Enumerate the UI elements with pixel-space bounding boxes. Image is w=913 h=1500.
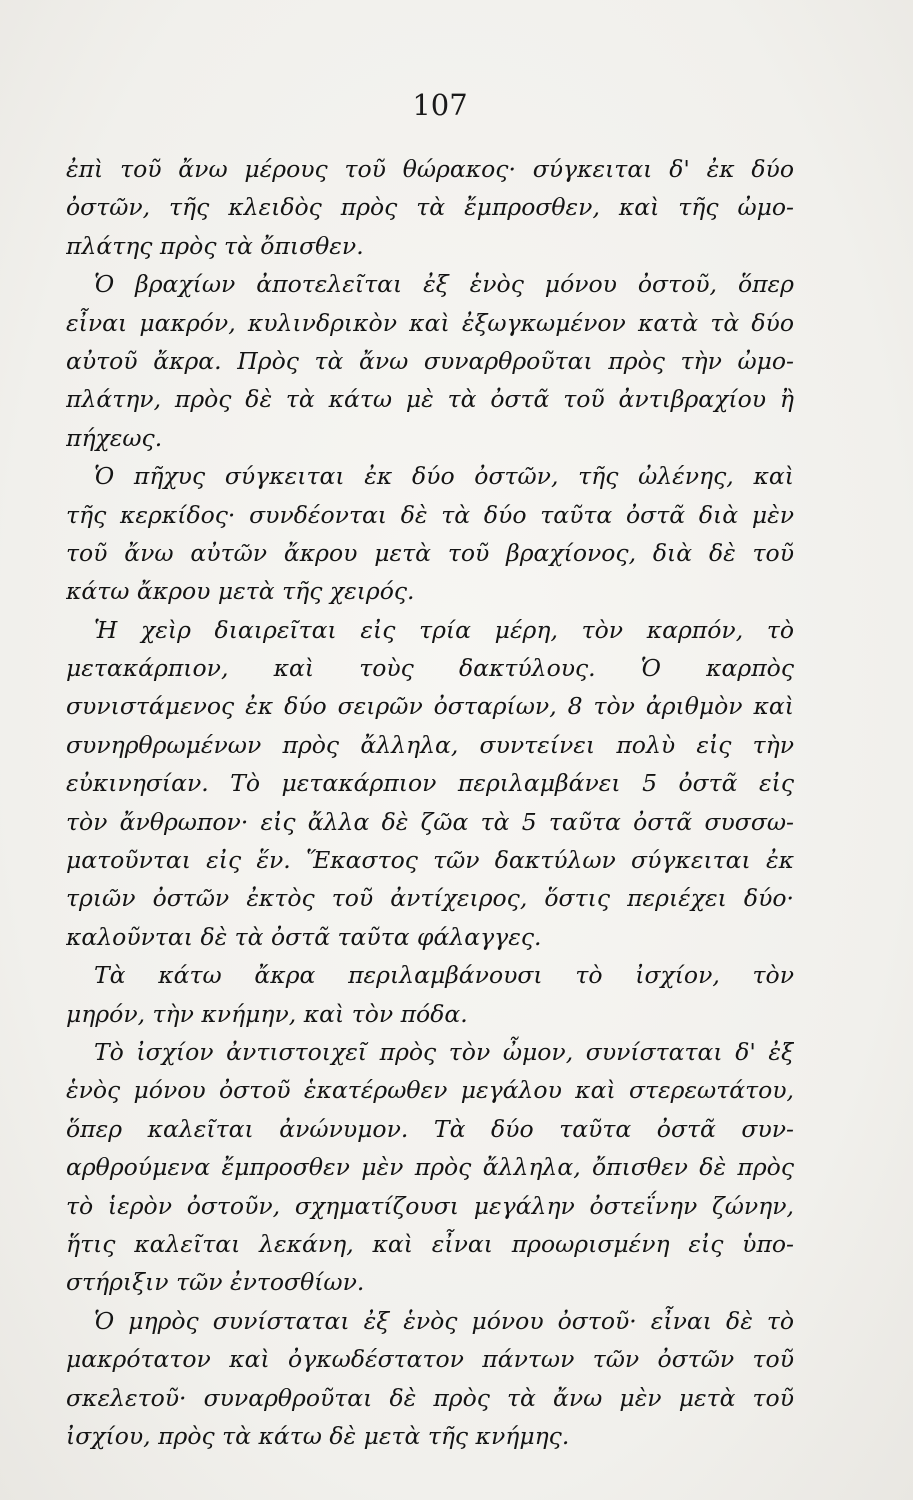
text-line: πήχεως.: [66, 423, 163, 452]
text-line: μηρόν, τὴν κνήμην, καὶ τὸν πόδα.: [66, 999, 468, 1028]
text-line: Ὁ μηρὸς συνίσταται ἐξ ἑνὸς μόνου ὀστοῦ· εἶναι δὲ τὸ: [94, 1306, 794, 1335]
text-line: πλάτην, πρὸς δὲ τὰ κάτω μὲ τὰ ὀστᾶ τοῦ ἀντιβραχίου ἢ: [66, 385, 794, 414]
text-line: πλάτης πρὸς τὰ ὄπισθεν.: [66, 231, 364, 260]
text-line: μετακάρπιον, καὶ τοὺς δακτύλους. Ὁ καρπὸς: [66, 654, 794, 683]
text-line: τῆς κερκίδος· συνδέονται δὲ τὰ δύο ταῦτα ὀστᾶ διὰ μὲν: [66, 500, 794, 529]
text-line: ματοῦνται εἰς ἕν. Ἕκαστος τῶν δακτύλων σύγκειται ἐκ: [66, 846, 794, 875]
text-line: ἥτις καλεῖται λεκάνη, καὶ εἶναι προωρισμένη εἰς ὑπο-: [66, 1229, 794, 1258]
text-line: συνιστάμενος ἐκ δύο σειρῶν ὀσταρίων, 8 τὸν ἀριθμὸν καὶ: [66, 692, 794, 721]
text-line: αρθρούμενα ἔμπροσθεν μὲν πρὸς ἄλληλα, ὄπισθεν δὲ πρὸς: [66, 1153, 794, 1182]
text-line: τριῶν ὀστῶν ἐκτὸς τοῦ ἀντίχειρος, ὅστις περιέχει δύο·: [66, 884, 794, 913]
text-line: εὐκινησίαν. Τὸ μετακάρπιον περιλαμβάνει 5 ὀστᾶ εἰς: [66, 769, 794, 798]
text-line: καλοῦνται δὲ τὰ ὀστᾶ ταῦτα φάλαγγες.: [66, 922, 542, 951]
text-line: Ὁ πῆχυς σύγκειται ἐκ δύο ὀστῶν, τῆς ὠλένης, καὶ: [94, 462, 794, 491]
text-line: ὅπερ καλεῖται ἀνώνυμον. Τὰ δύο ταῦτα ὀστᾶ συν-: [66, 1114, 794, 1143]
text-line: τὸν ἄνθρωπον· εἰς ἄλλα δὲ ζῶα τὰ 5 ταῦτα ὀστᾶ συσσω-: [66, 807, 794, 836]
page-number: 107: [412, 88, 468, 122]
text-line: τὸ ἱερὸν ὀστοῦν, σχηματίζουσι μεγάλην ὀστεΐνην ζώνην,: [66, 1191, 794, 1220]
text-line: μακρότατον καὶ ὀγκωδέστατον πάντων τῶν ὀστῶν τοῦ: [66, 1345, 794, 1374]
text-line: ἑνὸς μόνου ὀστοῦ ἑκατέρωθεν μεγάλου καὶ στερεωτάτου,: [66, 1076, 794, 1105]
text-line: τοῦ ἄνω αὐτῶν ἄκρου μετὰ τοῦ βραχίονος, διὰ δὲ τοῦ: [66, 538, 794, 567]
text-line: σκελετοῦ· συναρθροῦται δὲ πρὸς τὰ ἄνω μὲν μετὰ τοῦ: [66, 1383, 794, 1412]
text-line: ὀστῶν, τῆς κλειδὸς πρὸς τὰ ἔμπροσθεν, καὶ τῆς ὠμο-: [66, 193, 794, 222]
text-line: στήριξιν τῶν ἐντοσθίων.: [66, 1268, 365, 1297]
text-line: Τὸ ἰσχίον ἀντιστοιχεῖ πρὸς τὸν ὦμον, συνίσταται δ' ἐξ: [94, 1037, 794, 1066]
text-line: συνηρθρωμένων πρὸς ἄλληλα, συντείνει πολὺ εἰς τὴν: [66, 730, 794, 759]
text-line: κάτω ἄκρου μετὰ τῆς χειρός.: [66, 577, 415, 606]
text-line: εἶναι μακρόν, κυλινδρικὸν καὶ ἐξωγκωμένον κατὰ τὰ δύο: [66, 308, 794, 337]
text-line: ἐπὶ τοῦ ἄνω μέρους τοῦ θώρακος· σύγκειται δ' ἐκ δύο: [66, 155, 794, 183]
text-line: Ὁ βραχίων ἀποτελεῖται ἐξ ἑνὸς μόνου ὀστοῦ, ὅπερ: [94, 270, 794, 299]
body-text: [66, 150, 794, 1455]
text-line: Τὰ κάτω ἄκρα περιλαμβάνουσι τὸ ἰσχίον, τὸν: [94, 961, 794, 990]
text-line: Ἡ χεὶρ διαιρεῖται εἰς τρία μέρη, τὸν καρπόν, τὸ: [94, 615, 794, 644]
text-line: ἰσχίου, πρὸς τὰ κάτω δὲ μετὰ τῆς κνήμης.: [66, 1421, 570, 1450]
text-line: αὐτοῦ ἄκρα. Πρὸς τὰ ἄνω συναρθροῦται πρὸς τὴν ὠμο-: [66, 346, 794, 375]
